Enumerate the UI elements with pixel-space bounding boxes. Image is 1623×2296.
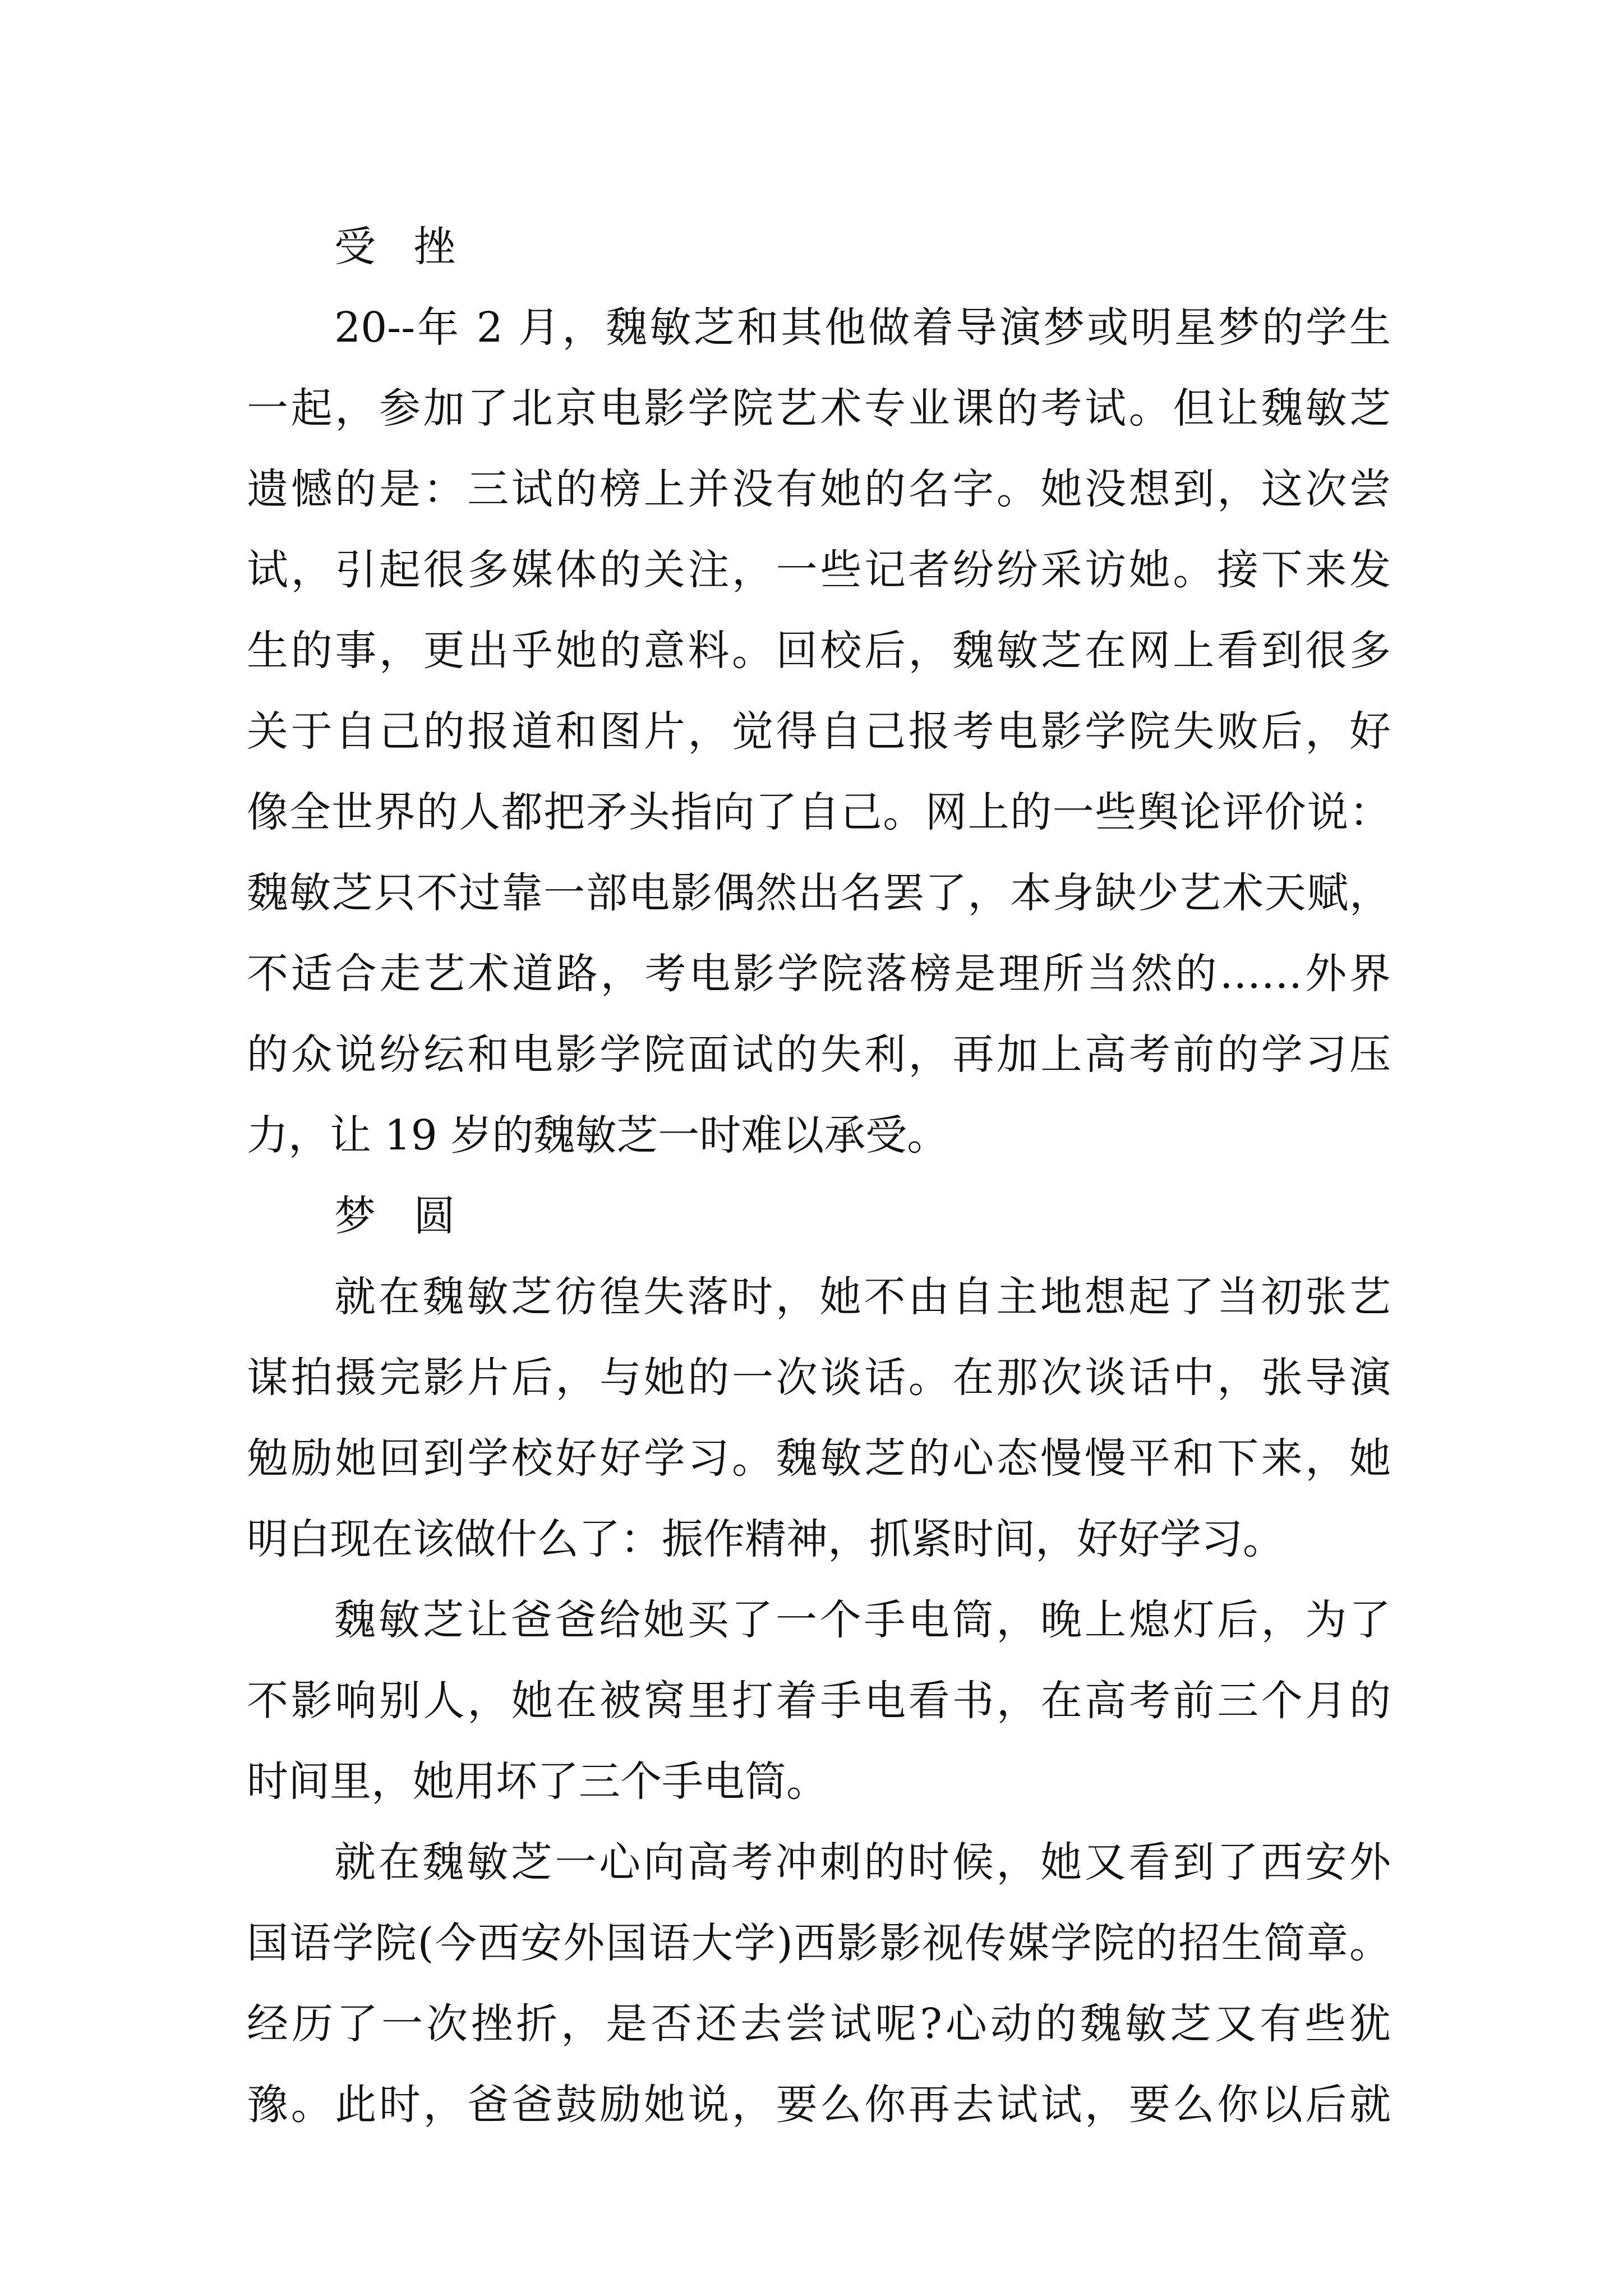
paragraph-line: 20--年 2 月，魏敏芝和其他做着导演梦或明星梦的学生 bbox=[334, 303, 1391, 352]
paragraph-line: 国语学院(今西安外国语大学)西影影视传媒学院的招生简章。 bbox=[247, 1919, 1391, 1967]
paragraph-line: 豫。此时，爸爸鼓励她说，要么你再去试试，要么你以后就 bbox=[247, 2081, 1391, 2129]
article-body bbox=[247, 206, 1391, 2145]
paragraph-line: 一起，参加了北京电影学院艺术专业课的考试。但让魏敏芝 bbox=[247, 384, 1391, 432]
paragraph-line: 明白现在该做什么了：振作精神，抓紧时间，好好学习。 bbox=[247, 1515, 1284, 1563]
paragraph-line: 生的事，更出乎她的意料。回校后，魏敏芝在网上看到很多 bbox=[247, 627, 1391, 675]
paragraph-line: 不影响别人，她在被窝里打着手电看书，在高考前三个月的 bbox=[247, 1677, 1391, 1725]
paragraph-line: 魏敏芝只不过靠一部电影偶然出名罢了，本身缺少艺术天赋， bbox=[247, 869, 1391, 917]
paragraph-line: 经历了一次挫折，是否还去尝试呢?心动的魏敏芝又有些犹 bbox=[247, 2000, 1391, 2048]
paragraph-line: 不适合走艺术道路，考电影学院落榜是理所当然的……外界 bbox=[247, 950, 1391, 998]
section-heading-setback: 受 挫 bbox=[334, 223, 468, 271]
paragraph-line: 力，让 19 岁的魏敏芝一时难以承受。 bbox=[247, 1111, 949, 1159]
paragraph-line: 遗憾的是：三试的榜上并没有她的名字。她没想到，这次尝 bbox=[247, 465, 1391, 513]
paragraph-line: 关于自己的报道和图片，觉得自己报考电影学院失败后，好 bbox=[247, 707, 1391, 756]
paragraph-line: 就在魏敏芝一心向高考冲刺的时候，她又看到了西安外 bbox=[334, 1838, 1391, 1887]
paragraph-line: 的众说纷纭和电影学院面试的失利，再加上高考前的学习压 bbox=[247, 1030, 1391, 1079]
paragraph-line: 时间里，她用坏了三个手电筒。 bbox=[247, 1757, 828, 1806]
paragraph-line: 勉励她回到学校好好学习。魏敏芝的心态慢慢平和下来，她 bbox=[247, 1434, 1391, 1483]
paragraph-line: 谋拍摄完影片后，与她的一次谈话。在那次谈话中，张导演 bbox=[247, 1354, 1391, 1402]
paragraph-line: 像全世界的人都把矛头指向了自己。网上的一些舆论评价说： bbox=[247, 788, 1391, 836]
paragraph-line: 就在魏敏芝彷徨失落时，她不由自主地想起了当初张艺 bbox=[334, 1273, 1391, 1321]
paragraph-line: 试，引起很多媒体的关注，一些记者纷纷采访她。接下来发 bbox=[247, 546, 1391, 594]
paragraph-line: 魏敏芝让爸爸给她买了一个手电筒，晚上熄灯后，为了 bbox=[334, 1596, 1391, 1644]
section-heading-dream-fulfilled: 梦 圆 bbox=[334, 1192, 468, 1240]
